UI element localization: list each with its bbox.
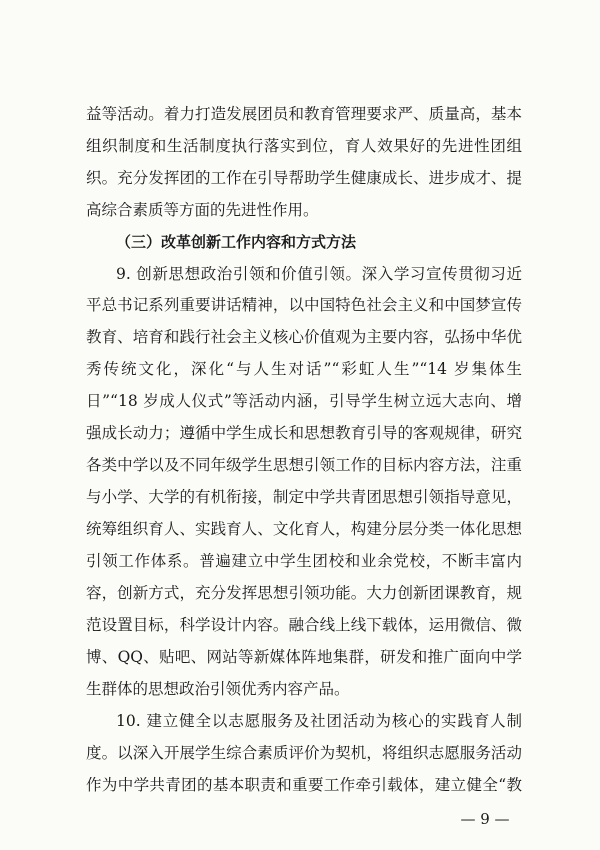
text-line: 博、QQ、贴吧、网站等新媒体阵地集群，研发和推广面向中学 <box>86 648 522 666</box>
paragraph-heading: 9. 创新思想政治引领和价值引领。深入学习宣传贯彻习近 <box>116 265 522 283</box>
text-line: 组织制度和生活制度执行落实到位，育人效果好的先进性团组 <box>86 137 522 155</box>
text-line: 平总书记系列重要讲话精神，以中国特色社会主义和中国梦宣传 <box>86 296 522 314</box>
text-line: 强成长动力；遵循中学生成长和思想教育引导的客观规律，研究 <box>86 424 522 442</box>
text-line: 教育、培育和践行社会主义核心价值观为主要内容，弘扬中华优 <box>86 328 522 346</box>
text-line: 统筹组织育人、实践育人、文化育人，构建分层分类一体化思想 <box>86 520 522 538</box>
text-line: 容，创新方式，充分发挥思想引领功能。大力创新团课教育，规 <box>86 584 522 602</box>
text-line: 范设置目标，科学设计内容。融合线上线下载体，运用微信、微 <box>86 616 522 634</box>
text-line: 日”“18 岁成人仪式”等活动内涵，引导学生树立远大志向、增 <box>86 392 522 410</box>
text-line: 引领工作体系。普遍建立中学生团校和业余党校，不断丰富内 <box>86 552 522 570</box>
text-line: 度。以深入开展学生综合素质评价为契机，将组织志愿服务活动 <box>86 744 522 762</box>
text-line: 织。充分发挥团的工作在引导帮助学生健康成长、进步成才、提 <box>86 169 522 187</box>
text-line: 秀传统文化，深化“与人生对话”“彩虹人生”“14 岁集体生 <box>86 360 522 378</box>
text-line: 各类中学以及不同年级学生思想引领工作的目标内容方法，注重 <box>86 456 522 474</box>
text-line: 益等活动。着力打造发展团员和教育管理要求严、质量高，基本 <box>86 105 522 123</box>
text-line: 高综合素质等方面的先进性作用。 <box>86 201 319 219</box>
text-line: 生群体的思想政治引领优秀内容产品。 <box>86 680 350 698</box>
paragraph-heading: 10. 建立健全以志愿服务及社团活动为核心的实践育人制 <box>116 712 522 730</box>
text-line: 作为中学共青团的基本职责和重要工作牵引载体，建立健全“教 <box>86 776 522 794</box>
text-line: 与小学、大学的有机衔接，制定中学共青团思想引领指导意见， <box>86 488 522 506</box>
section-heading: （三）改革创新工作内容和方式方法 <box>116 233 357 251</box>
page-number: — 9 — <box>460 810 510 828</box>
